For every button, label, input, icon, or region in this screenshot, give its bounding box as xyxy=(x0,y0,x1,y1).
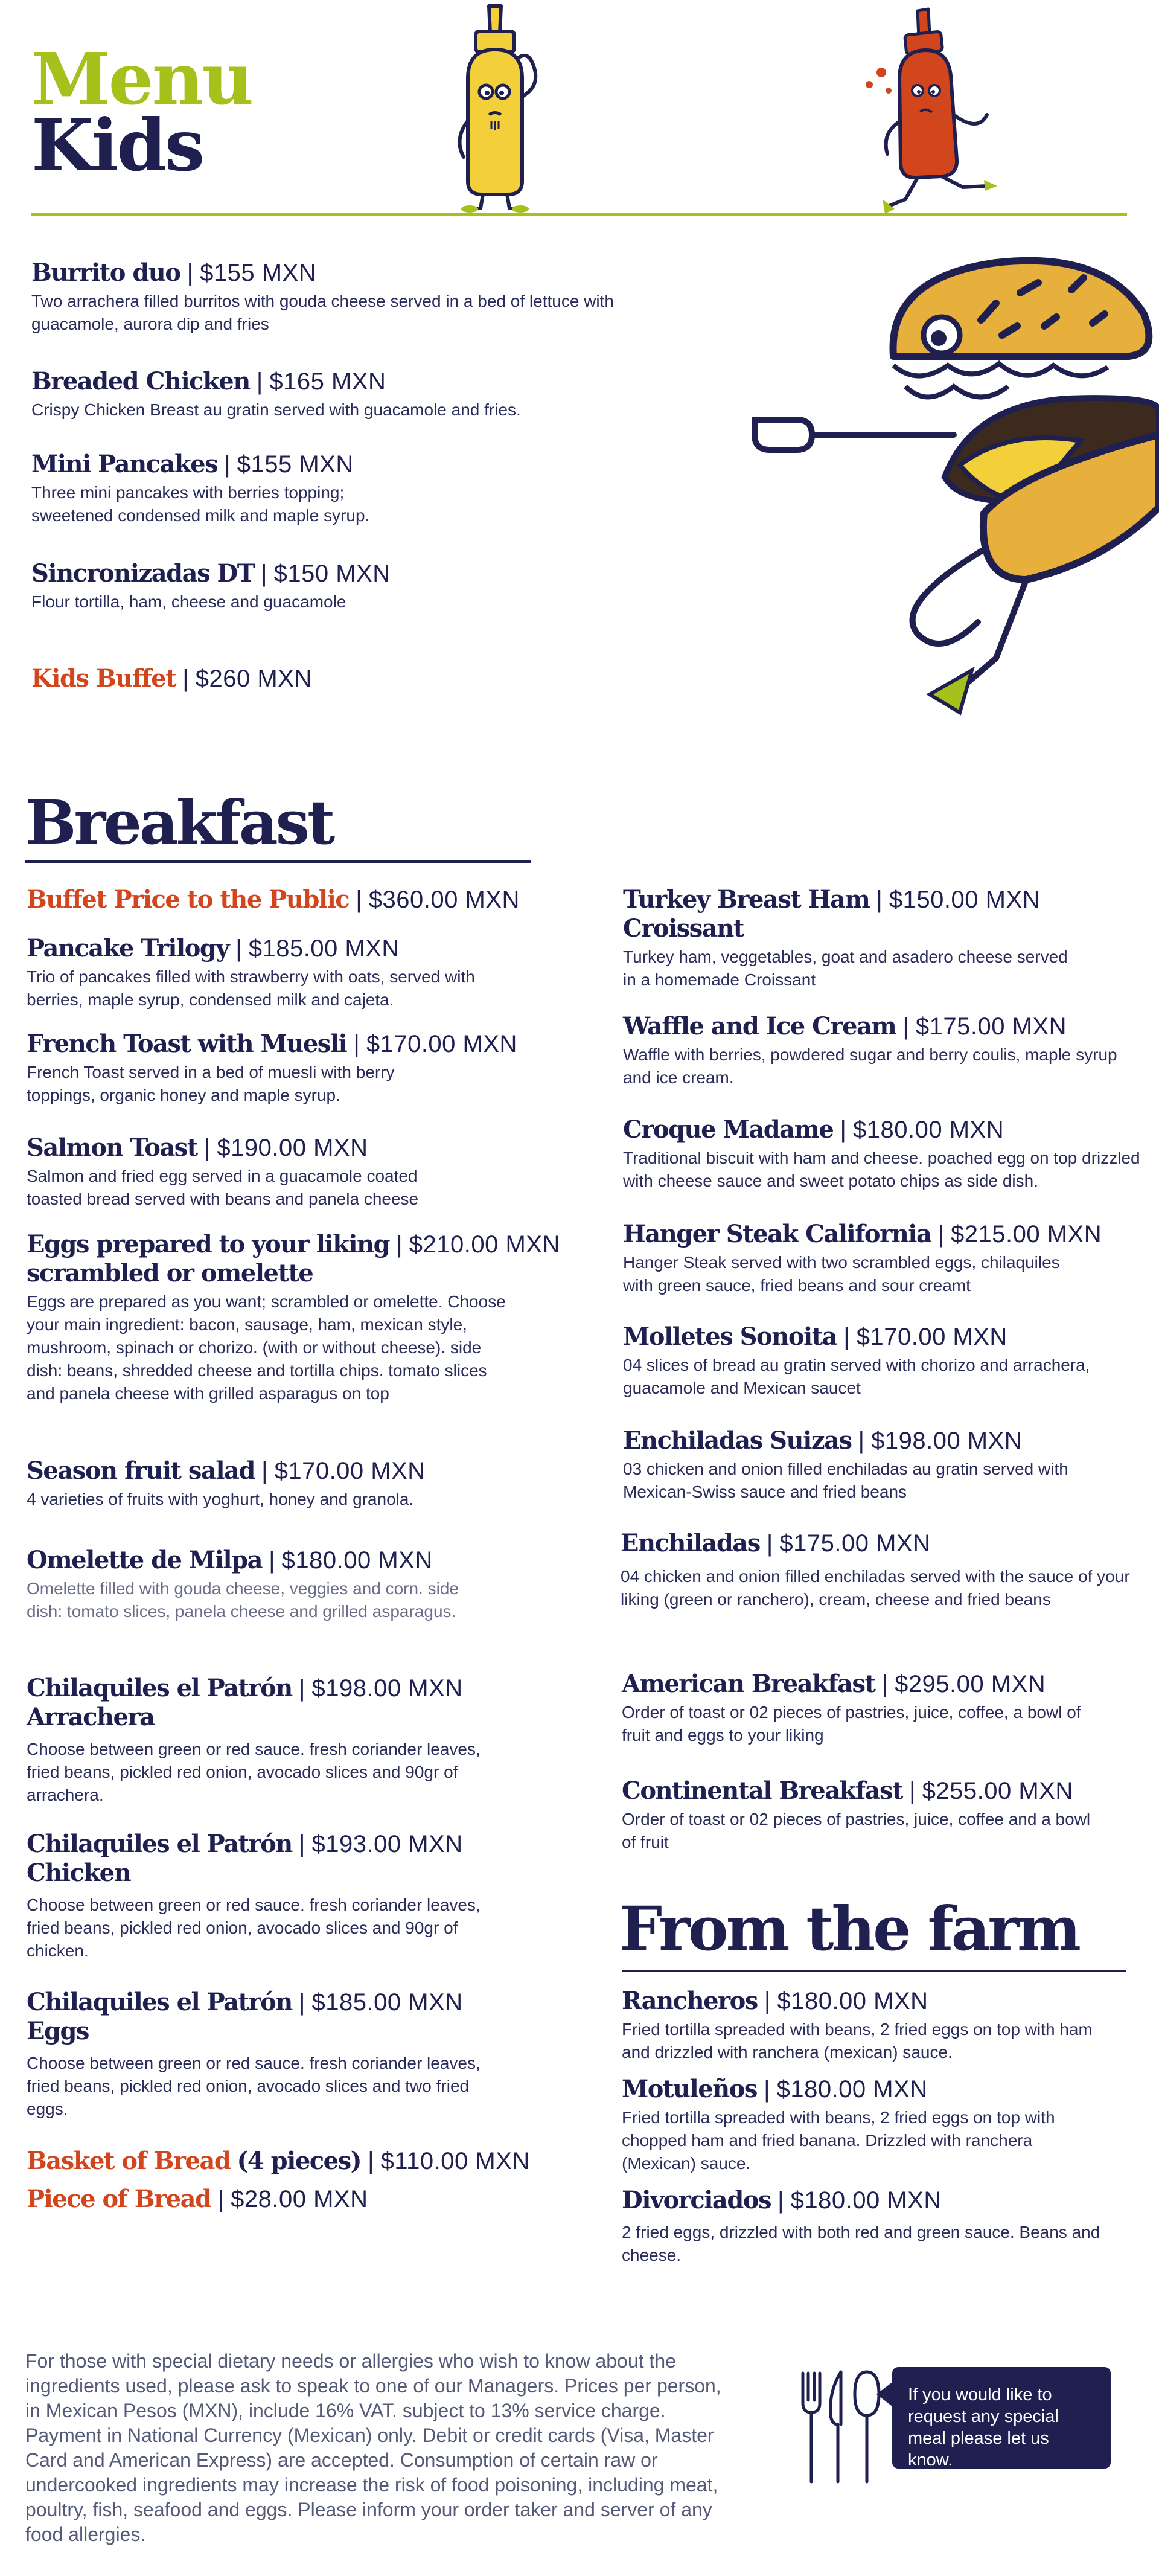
breakfast-item: Chilaquiles el Patrón | $193.00 MXN Chicken Choose between green or red sauce. fresh coriander leaves, fried beans, pickled red onion, avocado slices and 90gr of chicken. xyxy=(27,1830,509,1962)
item-description: Order of toast or 02 pieces of pastries, juice, coffee, a bowl of fruit and eggs to your liking xyxy=(622,1703,1081,1745)
breakfast-item: Season fruit salad | $170.00 MXN 4 varieties of fruits with yoghurt, honey and granola. xyxy=(27,1456,509,1511)
breakfast-item: Molletes Sonoita | $170.00 MXN 04 slices of bread au gratin served with chorizo and arrachera, guacamole and Mexican saucet xyxy=(623,1322,1136,1400)
item-price: $198.00 MXN xyxy=(871,1427,1023,1454)
farm-divider xyxy=(622,1970,1126,1972)
item-price: $170.00 MXN xyxy=(366,1031,517,1057)
kids-item: Burrito duo | $155 MXN Two arrachera filled burritos with gouda cheese served in a bed of lettuce with guacamole, aurora dip and fries xyxy=(31,258,635,336)
item-price: $165 MXN xyxy=(269,368,386,395)
breakfast-item: Croque Madame | $180.00 MXN Traditional biscuit with ham and cheese. poached egg on top drizzled with cheese sauce and sweet potato chips as side dish. xyxy=(623,1115,1154,1193)
item-description: Order of toast or 02 pieces of pastries, juice, coffee and a bowl of fruit xyxy=(622,1810,1091,1851)
item-description: Salmon and fried egg served in a guacamole coated toasted bread served with beans and panela cheese xyxy=(27,1167,419,1208)
item-name-line2: Eggs xyxy=(27,2017,89,2045)
item-price: $28.00 MXN xyxy=(231,2186,368,2212)
item-price: $155 MXN xyxy=(200,260,317,286)
item-quantity: (4 pieces) xyxy=(237,2147,362,2175)
item-price: $193.00 MXN xyxy=(311,1831,463,1857)
item-description: Traditional biscuit with ham and cheese. poached egg on top drizzled with cheese sauce and sweet potato chips as side dish. xyxy=(623,1149,1140,1190)
item-price: $175.00 MXN xyxy=(915,1013,1067,1040)
item-description: 2 fried eggs, drizzled with both red and green sauce. Beans and cheese. xyxy=(622,2223,1100,2264)
item-price: $185.00 MXN xyxy=(311,1989,463,2016)
item-description: Trio of pancakes filled with strawberry with oats, served with berries, maple syrup, condensed milk and cajeta. xyxy=(27,967,475,1009)
item-name: Chilaquiles el Patrón xyxy=(27,1988,292,2016)
item-name: French Toast with Muesli xyxy=(27,1030,347,1058)
item-name: American Breakfast xyxy=(622,1670,875,1698)
item-price: $198.00 MXN xyxy=(311,1675,463,1702)
item-price: $360.00 MXN xyxy=(368,886,520,913)
item-name: Enchiladas xyxy=(621,1529,760,1557)
breakfast-item: Waffle and Ice Cream | $175.00 MXN Waffle with berries, powdered sugar and berry coulis, maple syrup and ice cream. xyxy=(623,1012,1136,1089)
item-name: Continental Breakfast xyxy=(622,1777,902,1805)
item-name: Divorciados xyxy=(622,2186,771,2214)
item-name-line2: scrambled or omelette xyxy=(27,1259,313,1287)
item-description: 4 varieties of fruits with yoghurt, honey and granola. xyxy=(27,1490,414,1508)
breakfast-item: American Breakfast | $295.00 MXN Order of toast or 02 pieces of pastries, juice, coffee, a bowl of fruit and eggs to your liking xyxy=(622,1670,1141,1747)
breakfast-item: Chilaquiles el Patrón | $198.00 MXN Arrachera Choose between green or red sauce. fresh coriander leaves, fried beans, pickled red onion, avocado slices and 90gr of arrachera. xyxy=(27,1674,509,1807)
kids-title: Kids xyxy=(31,103,203,187)
item-description: Three mini pancakes with berries topping; sweetened condensed milk and maple syrup. xyxy=(31,483,370,525)
kids-item: Kids Buffet | $260 MXN xyxy=(31,664,312,693)
item-price: $180.00 MXN xyxy=(790,2187,942,2214)
item-price: $190.00 MXN xyxy=(217,1135,368,1161)
item-price: $170.00 MXN xyxy=(856,1324,1007,1350)
item-name: Basket of Bread xyxy=(27,2147,231,2175)
speech-bubble-tail xyxy=(876,2382,892,2406)
breakfast-item: French Toast with Muesli | $170.00 MXN French Toast served in a bed of muesli with berry toppings, organic honey and maple syrup. xyxy=(27,1030,449,1107)
item-description: Choose between green or red sauce. fresh coriander leaves, fried beans, pickled red onion, avocado slices and two fried eggs. xyxy=(27,2054,481,2118)
item-name: Breaded Chicken xyxy=(31,367,250,396)
farm-item: Rancheros | $180.00 MXN Fried tortilla spreaded with beans, 2 fried eggs on top with ham and drizzled with ranchera (mexican) sauce. xyxy=(622,1987,1141,2064)
item-name: Burrito duo xyxy=(31,258,180,287)
breakfast-item: Enchiladas Suizas | $198.00 MXN 03 chicken and onion filled enchiladas au gratin served with Mexican-Swiss sauce and fried beans xyxy=(623,1426,1136,1504)
item-name: Kids Buffet xyxy=(31,664,176,693)
item-price: $150.00 MXN xyxy=(889,886,1041,913)
breakfast-item: Pancake Trilogy | $185.00 MXN Trio of pancakes filled with strawberry with oats, served with berries, maple syrup, condensed milk and cajeta. xyxy=(27,934,485,1011)
menu-title: Menu xyxy=(31,37,252,121)
breakfast-divider xyxy=(25,860,531,863)
item-name: Season fruit salad xyxy=(27,1456,255,1485)
breakfast-item: Continental Breakfast | $255.00 MXN Order of toast or 02 pieces of pastries, juice, coffee and a bowl of fruit xyxy=(622,1777,1141,1854)
item-name: Chilaquiles el Patrón xyxy=(27,1674,292,1702)
item-name: Omelette de Milpa xyxy=(27,1546,262,1574)
header-divider xyxy=(31,213,1127,216)
cutlery-icon xyxy=(796,2367,886,2488)
item-description: Waffle with berries, powdered sugar and berry coulis, maple syrup and ice cream. xyxy=(623,1045,1117,1087)
item-name: Eggs prepared to your liking xyxy=(27,1230,390,1258)
item-description: Turkey ham, veggetables, goat and asadero cheese served in a homemade Croissant xyxy=(623,947,1068,989)
breakfast-item: Turkey Breast Ham | $150.00 MXN Croissant Turkey ham, veggetables, goat and asadero cheese served in a homemade Croissant xyxy=(623,885,1136,992)
breakfast-item: Omelette de Milpa | $180.00 MXN Omelette filled with gouda cheese, veggies and corn. side dish: tomato slices, panela cheese and grilled asparagus. xyxy=(27,1546,509,1623)
item-description: Fried tortilla spreaded with beans, 2 fried eggs on top with chopped ham and fried banana. Drizzled with ranchera (Mexican) sauce. xyxy=(622,2108,1055,2173)
item-price: $110.00 MXN xyxy=(380,2148,530,2174)
item-price: $260 MXN xyxy=(195,665,312,692)
item-price: $295.00 MXN xyxy=(895,1671,1046,1697)
item-description: French Toast served in a bed of muesli with berry toppings, organic honey and maple syrup. xyxy=(27,1063,395,1104)
special-meal-note: If you would like to request any special meal please let us know. xyxy=(892,2367,1111,2469)
item-price: $255.00 MXN xyxy=(922,1778,1073,1804)
item-name: Motuleños xyxy=(622,2075,757,2103)
item-price: $210.00 MXN xyxy=(409,1231,560,1258)
breakfast-item: Salmon Toast | $190.00 MXN Salmon and fried egg served in a guacamole coated toasted bread served with beans and panela cheese xyxy=(27,1133,449,1211)
item-description: Omelette filled with gouda cheese, veggies and corn. side dish: tomato slices, panela cheese and grilled asparagus. xyxy=(27,1579,459,1621)
item-name: Mini Pancakes xyxy=(31,450,218,478)
item-name: Buffet Price to the Public xyxy=(27,885,350,914)
item-name: Chilaquiles el Patrón xyxy=(27,1830,292,1858)
item-name: Turkey Breast Ham xyxy=(623,885,870,914)
item-description: Crispy Chicken Breast au gratin served with guacamole and fries. xyxy=(31,400,521,419)
breakfast-item: Chilaquiles el Patrón | $185.00 MXN Eggs Choose between green or red sauce. fresh coriander leaves, fried beans, pickled red onion, avocado slices and two fried eggs. xyxy=(27,1988,509,2121)
item-price: $180.00 MXN xyxy=(776,2076,928,2103)
item-description: Flour tortilla, ham, cheese and guacamole xyxy=(31,592,346,611)
item-name: Hanger Steak California xyxy=(623,1220,931,1248)
item-name: Croque Madame xyxy=(623,1115,834,1144)
item-price: $215.00 MXN xyxy=(951,1221,1102,1248)
item-name: Enchiladas Suizas xyxy=(623,1426,852,1455)
item-description: Eggs are prepared as you want; scrambled or omelette. Choose your main ingredient: bacon, sausage, ham, mexican style, mushroom, spinach or chorizo. (with or without cheese). side dish: beans, shredded cheese and tortilla chips. tomato slices and panela cheese with grilled asparagus on top xyxy=(27,1292,506,1403)
kids-item: Breaded Chicken | $165 MXN Crispy Chicken Breast au gratin served with guacamole and fries. xyxy=(31,367,635,421)
ketchup-bottle-mascot-icon xyxy=(857,6,1056,217)
item-name: Molletes Sonoita xyxy=(623,1322,837,1351)
item-name-line2: Arrachera xyxy=(27,1703,155,1731)
breakfast-heading: Breakfast xyxy=(25,787,333,858)
item-description: Hanger Steak served with two scrambled eggs, chilaquiles with green sauce, fried beans and sour creamt xyxy=(623,1253,1060,1295)
item-name: Rancheros xyxy=(622,1987,758,2015)
item-description: Choose between green or red sauce. fresh coriander leaves, fried beans, pickled red onion, avocado slices and 90gr of chicken. xyxy=(27,1895,481,1960)
item-price: $155 MXN xyxy=(237,451,354,478)
item-description: Choose between green or red sauce. fresh coriander leaves, fried beans, pickled red onion, avocado slices and 90gr of arrachera. xyxy=(27,1740,481,1804)
item-price: $180.00 MXN xyxy=(853,1117,1004,1143)
item-name-line2: Chicken xyxy=(27,1859,131,1887)
item-name: Salmon Toast xyxy=(27,1133,197,1162)
breakfast-item: Enchiladas | $175.00 MXN 04 chicken and onion filled enchiladas served with the sauce of your liking (green or ranchero), cream, cheese and fried beans xyxy=(621,1529,1140,1611)
item-name: Sincronizadas DT xyxy=(31,559,254,588)
breakfast-item: Basket of Bread (4 pieces) | $110.00 MXN xyxy=(27,2147,530,2175)
item-price: $150 MXN xyxy=(273,560,391,587)
burger-mascot-icon xyxy=(742,235,1159,725)
item-description: 04 slices of bread au gratin served with chorizo and arrachera, guacamole and Mexican saucet xyxy=(623,1356,1090,1397)
item-description: Two arrachera filled burritos with gouda cheese served in a bed of lettuce with guacamole, aurora dip and fries xyxy=(31,292,614,333)
farm-item: Motuleños | $180.00 MXN Fried tortilla spreaded with beans, 2 fried eggs on top with chopped ham and fried banana. Drizzled with ranchera (Mexican) sauce. xyxy=(622,2075,1141,2175)
breakfast-item: Piece of Bread | $28.00 MXN xyxy=(27,2185,368,2213)
item-name-line2: Croissant xyxy=(623,914,744,943)
item-name: Pancake Trilogy xyxy=(27,934,229,963)
allergy-disclaimer: For those with special dietary needs or allergies who wish to know about the ingredients used, please ask to speak to one of our Managers. Prices per person, in Mexican Pesos (MXN), include 16% VAT. subject to 13% service charge. Payment in National Currency (Mexican) only. Debit or credit cards (Visa, Master Card and American Express) are accepted. Consumption of certain raw or undercooked ingredients may increase the risk of food poisoning, including meat, poultry, fish, seafood and eggs. Please inform your order taker and server of any food allergies. xyxy=(25,2350,721,2545)
farm-item: Divorciados | $180.00 MXN 2 fried eggs, drizzled with both red and green sauce. Beans and cheese. xyxy=(622,2186,1141,2267)
item-name: Waffle and Ice Cream xyxy=(623,1012,896,1040)
item-description: 04 chicken and onion filled enchiladas served with the sauce of your liking (green or ranchero), cream, cheese and fried beans xyxy=(621,1567,1130,1609)
item-price: $170.00 MXN xyxy=(274,1458,426,1484)
breakfast-item: Eggs prepared to your liking | $210.00 MXN scrambled or omelette Eggs are prepared as you want; scrambled or omelette. Choose your main ingredient: bacon, sausage, ham, mexican style, mushroom, spinach or chorizo. (with or without cheese). side dish: beans, shredded cheese and tortilla chips. tomato slices and panela cheese with grilled asparagus on top xyxy=(27,1230,509,1405)
item-description: 03 chicken and onion filled enchiladas au gratin served with Mexican-Swiss sauce and fried beans xyxy=(623,1459,1068,1501)
kids-item: Mini Pancakes | $155 MXN Three mini pancakes with berries topping; sweetened condensed milk and maple syrup. xyxy=(31,450,454,527)
item-price: $185.00 MXN xyxy=(248,935,400,962)
kids-item: Sincronizadas DT | $150 MXN Flour tortilla, ham, cheese and guacamole xyxy=(31,559,575,614)
farm-heading: From the farm xyxy=(619,1893,1079,1964)
item-name: Piece of Bread xyxy=(27,2185,211,2213)
item-price: $180.00 MXN xyxy=(281,1547,433,1574)
item-price: $180.00 MXN xyxy=(777,1988,928,2014)
mustard-bottle-mascot-icon xyxy=(441,0,549,217)
breakfast-item: Buffet Price to the Public | $360.00 MXN xyxy=(27,885,520,914)
breakfast-item: Hanger Steak California | $215.00 MXN Hanger Steak served with two scrambled eggs, chilaquiles with green sauce, fried beans and sour creamt xyxy=(623,1220,1136,1297)
item-price: $175.00 MXN xyxy=(779,1530,931,1557)
item-description: Fried tortilla spreaded with beans, 2 fried eggs on top with ham and drizzled with ranchera (mexican) sauce. xyxy=(622,2020,1093,2062)
